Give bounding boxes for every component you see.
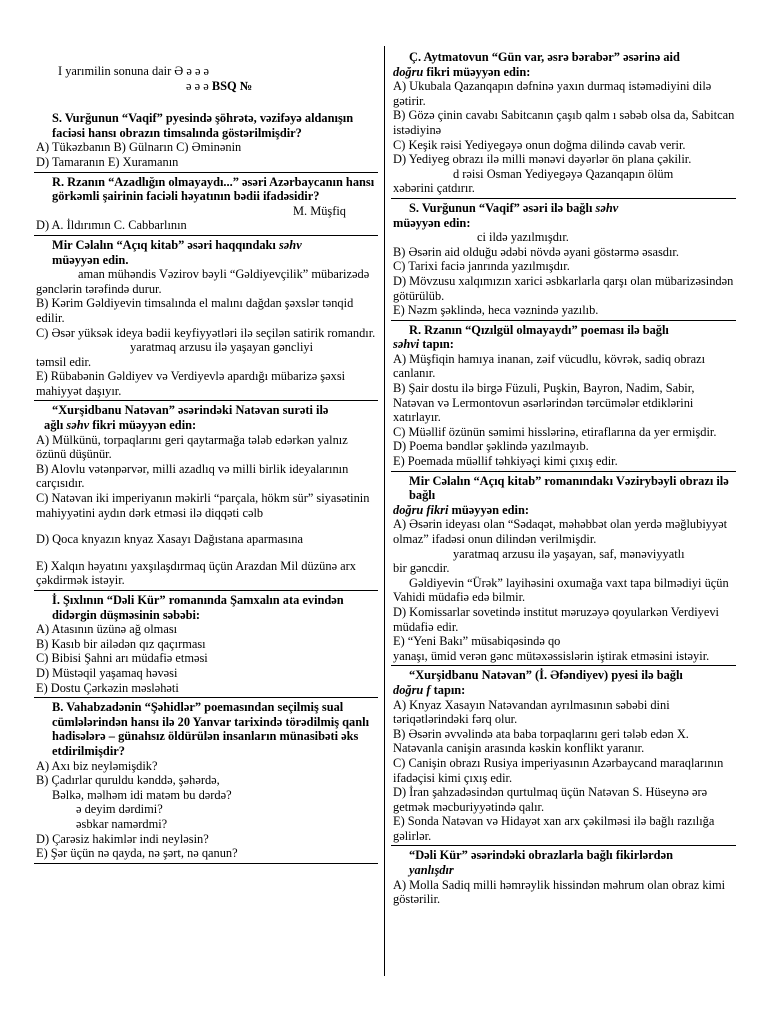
question-1 [36,111,376,169]
question-title-cont [393,863,738,878]
page-header-line1: I yarımilin sonuna dair Ə ə ə ə [58,64,210,78]
question-title-cont [36,418,376,433]
question-5 [36,593,376,695]
option-d-cont: təmsil edir. [36,354,92,369]
divider [391,471,736,472]
option-b: B) Əsərin aid olduğu ədəbi növdə əyani göstərmə əsasdır. [393,244,679,259]
right-column [393,50,738,907]
option-c: C) Əsər yüksək ideya bədii keyfiyyətləri ilə seçilən satirik romandır. [36,325,376,340]
question-title [393,201,738,216]
option-a: A) Knyaz Xasayın Natəvandan ayrılmasının səbəbi dini təriqətlərindəki fərq olur. [393,697,670,727]
divider [34,172,378,173]
option-c-cont: əsbkar namərdmi? [76,816,168,831]
option-b: yaratmaq arzusu ilə yaşayan, saf, mənəviyyatlı [453,546,685,561]
title-emphasis: doğru [393,64,424,79]
option-d: D) Mövzusu xalqımızın xarici əsbkarlarla qarşı olan mübarizəsindən götürülüb. [393,273,734,303]
title-emphasis: səhv [66,418,90,433]
option-b-cont: bir gəncdir. [393,561,450,576]
question-title: İ. Şıxlının “Dəli Kür” romanında Şamxalın ata evindən didərgin düşməsinin səbəbi: [52,593,344,622]
option-d: D) Çarəsiz hakimlər indi neyləsin? [36,831,209,846]
option-c: ə deyim dərdimi? [76,802,163,817]
option-c: C) Natəvan iki imperiyanın məkirli “parçala, hökm sür” siyasətinin mahiyyətini aydın dərk etməsi ilə diqqəti cəlb [36,491,370,520]
title-emphasis: səhv [595,200,619,215]
title-part: Mir Cəlalın “Açıq kitab” əsəri haqqındakı [52,237,276,252]
divider [391,845,736,846]
divider [391,198,736,199]
divider [34,235,378,236]
option-d: D) Komissarlar sovetində institut məruzəyə qoyularkən Verdiyevi müdafiə edir. [393,604,719,634]
divider [34,400,378,401]
divider [34,863,378,864]
title-emphasis: yanlışdır [409,863,454,878]
divider [391,320,736,321]
question-title: Mir Cəlalın “Açıq kitab” romanındakı Vəzirybəyli obrazı ilə bağlı [409,473,729,503]
option-a: ci ildə yazılmışdır. [477,230,569,245]
option-a: A) Ukubala Qazanqapın dəfninə yaxın durmaq istəmədiyini dilə gətirir. [393,79,712,108]
question-title: B. Vahabzadənin “Şəhidlər” poemasından seçilmiş sual cümlələrindən hansı ilə 20 Yanvar tarixində törədilmiş qanlı hadisələrə – günahsız öldürülən insanların münasibəti əks etdirilmişdir? [52,700,370,758]
option-b: B) Gözə çinin cavabı Sabitcanın çaşıb qalm ı səbəb olsa da, Sabitcan istədiyinə [393,108,735,137]
option-row: A) Tükəzbanın B) Gülnarın C) Əminənin [36,140,242,155]
option-e: E) “Yeni Bakı” müsabiqəsində qo [393,634,561,649]
title-part: fikri müəyyən edin: [426,64,531,79]
option-a: A) Axı biz neyləmişdik? [36,758,158,773]
title-part: müəyyən edin. [52,252,129,267]
question-title: Ç. Aytmatovun “Gün var, əsrə bərabər” əsərinə aid [409,50,680,64]
title-part: fikri müəyyən edin: [92,418,197,433]
option-a: A) Atasının üzünə ağ olması [36,622,178,637]
option-d: yaratmaq arzusu ilə yaşayan gəncliyi [130,340,314,355]
page-header-line2 [36,79,376,94]
question-9 [393,323,738,469]
divider [391,665,736,666]
title-part: müəyyən edin: [451,502,529,517]
option-b-cont: Bəlkə, məlhəm idi matəm bu dərdə? [52,787,232,802]
question-12 [393,848,738,906]
option-c: Gəldiyevin “Ürək” layihəsini oxumağa vaxt tapa bilmədiyi üçün Vahidi müdafiə edə bilmir. [393,575,729,605]
question-title: “Xurşidbanu Natəvan” (İ. Əfəndiyev) pyesi ilə bağlı [409,668,683,683]
question-6 [36,700,376,861]
column-divider [384,46,385,976]
question-title [36,238,376,267]
title-emphasis: səhvi [393,337,420,352]
option-e-cont: xəbərini çatdırır. [393,181,475,196]
option-d: D) Qoca knyazın knyaz Xasayı Dağıstana aparmasına [36,532,303,547]
question-2 [36,175,376,233]
option-b: B) Əsərin əvvəlində ata baba torpaqlarını geri tələb edən X. Natəvanla canişin arasında kəskin konflikt yaranır. [393,726,689,756]
option-b: B) Alovlu vətənpərvər, milli azadlıq və milli birlik ideyalarının carçısıdır. [36,461,349,491]
option-c: C) Canişin obrazı Rusiya imperiyasının Azərbaycand maraqlarının ifadəçisi kimi çıxış edir. [393,755,724,785]
divider [34,590,378,591]
question-title-cont: müəyyən edin: [393,215,471,230]
option-e: E) Sonda Natəvan və Hidayət xan arx çəkilməsi ilə bağlı razılığa gəlirlər. [393,814,715,843]
option-d: D) İran şahzadəsindən qurtulmaq üçün Natəvan S. Hüseynə ərə getmək məcburiyyətində qalır. [393,785,708,814]
option-c: C) Keşik rəisi Yediyegəyə onun doğma dilində cavab verir. [393,137,686,152]
divider [34,697,378,698]
question-title: “Xurşidbanu Natəvan” əsərindəki Natəvan surəti ilə [52,403,329,418]
title-part: tapın: [433,682,466,697]
question-title-cont [393,683,738,698]
option-right: M. Müşfiq [292,203,346,218]
option-a: A) Mülkünü, torpaqlarını geri qaytarmağa tələb edərkən yalnız özünü düşünür. [36,432,348,462]
option-e: E) Xalqın həyatını yaxşılaşdırmaq üçün Arazdan Mil düzünə arx çəkdirmək istəyir. [36,558,356,588]
title-emphasis: doğru fikri [393,502,449,517]
option-a: A) Molla Sadiq milli həmrəylik hissindən məhrum olan obraz kimi göstərilir. [393,877,726,907]
question-10 [393,474,738,664]
option-a: A) Əsərin ideyası olan “Sədaqət, məhəbbət olan yerdə məğlubiyyət olmaz” ifadəsi onun dilindən verilmişdir. [393,517,728,546]
question-7 [393,50,738,196]
option-e: d rəisi Osman Yediyegəyə Qazanqapın ölüm [453,166,674,181]
option-b: B) Şair dostu ilə birgə Füzuli, Puşkin, Bayron, Nadim, Sabir, Natəvan və Lermontovun əsərlərindən tərcümələr etdiklərini xatırlayır. [393,381,695,425]
question-title: R. Rzanın “Azadlığın olmayaydı...” əsəri Azərbaycanın hansı görkəmli şairinin faciəli həyatının bədii ifadəsidir? [52,174,375,204]
option-e: E) Dostu Çərkəzin məsləhəti [36,680,179,695]
question-title: R. Rzanın “Qızılgül olmayaydı” poeması ilə bağlı [409,322,669,337]
option-e: E) Rübabənin Gəldiyev və Verdiyevlə apardığı mübarizə şəxsi mahiyyət daşıyır. [36,369,346,398]
option-row: D) A. İldırımın C. Cabbarlının [36,218,187,233]
option-e-cont: yanaşı, ümid verən gənc mütəxəssislərin iştirak etməsini istəyir. [393,648,710,663]
question-title-cont [393,65,738,80]
header-prefix: ə ə ə [186,78,209,93]
option-b: B) Kasıb bir ailədən qız qaçırması [36,636,206,651]
header-bsq: BSQ № [211,78,253,93]
question-4 [36,403,376,588]
option-d: D) Poema bəndlər şəklində yazılmayıb. [393,439,589,454]
title-emphasis: doğru f [393,682,431,697]
option-row: D) Tamaranın E) Xuramanın [36,154,179,169]
option-d: D) Müstəqil yaşamaq həvəsi [36,665,178,680]
question-title: “Dəli Kür” əsərindəki obrazlarla bağlı fikirlərdən [409,848,673,863]
option-b: B) Kərim Gəldiyevin timsalında el malını dağdan şəxslər tənqid edilir. [36,296,354,325]
title-part: ağlı [44,418,64,433]
option-e: E) Nəzm şəklində, heca vəznində yazılıb. [393,303,599,318]
option-b: B) Çadırlar quruldu kənddə, şəhərdə, [36,773,220,788]
question-title: S. Vurğunun “Vaqif” pyesində şöhrətə, vəzifəyə aldanışın faciəsi hansı obrazın timsalında göstərilmişdir? [52,111,354,140]
question-8 [393,201,738,318]
title-emphasis: səhv [278,237,302,252]
question-11 [393,668,738,843]
title-part: tapın: [422,337,454,352]
option-d: D) Yediyeg obrazı ilə milli mənəvi dəyərlər ön plana çəkilir. [393,152,692,167]
question-title-cont [393,503,738,518]
left-column [36,48,376,866]
title-part: S. Vurğunun “Vaqif” əsəri ilə bağlı [409,200,593,215]
option-a: aman mühəndis Vəzirov bəyli “Gəldiyevçilik” mübarizədə gənclərin tərəfində durur. [36,267,370,296]
question-title-cont [393,337,738,352]
question-3 [36,238,376,399]
option-e: E) Poemada müəllif təhkiyəçi kimi çıxış edir. [393,454,618,469]
option-c: C) Müəllif özünün səmimi hisslərinə, etiraflarına da yer ermişdir. [393,424,717,439]
option-a: A) Müşfiqin hamıya inanan, zəif vücudlu, kövrək, sadiq obrazı canlanır. [393,351,706,381]
option-c: C) Bibisi Şahni arı müdafiə etməsi [36,651,208,666]
option-c: C) Tarixi faciə janrında yazılmışdır. [393,259,570,274]
option-e: E) Şər üçün nə qayda, nə şərt, nə qanun? [36,846,238,861]
